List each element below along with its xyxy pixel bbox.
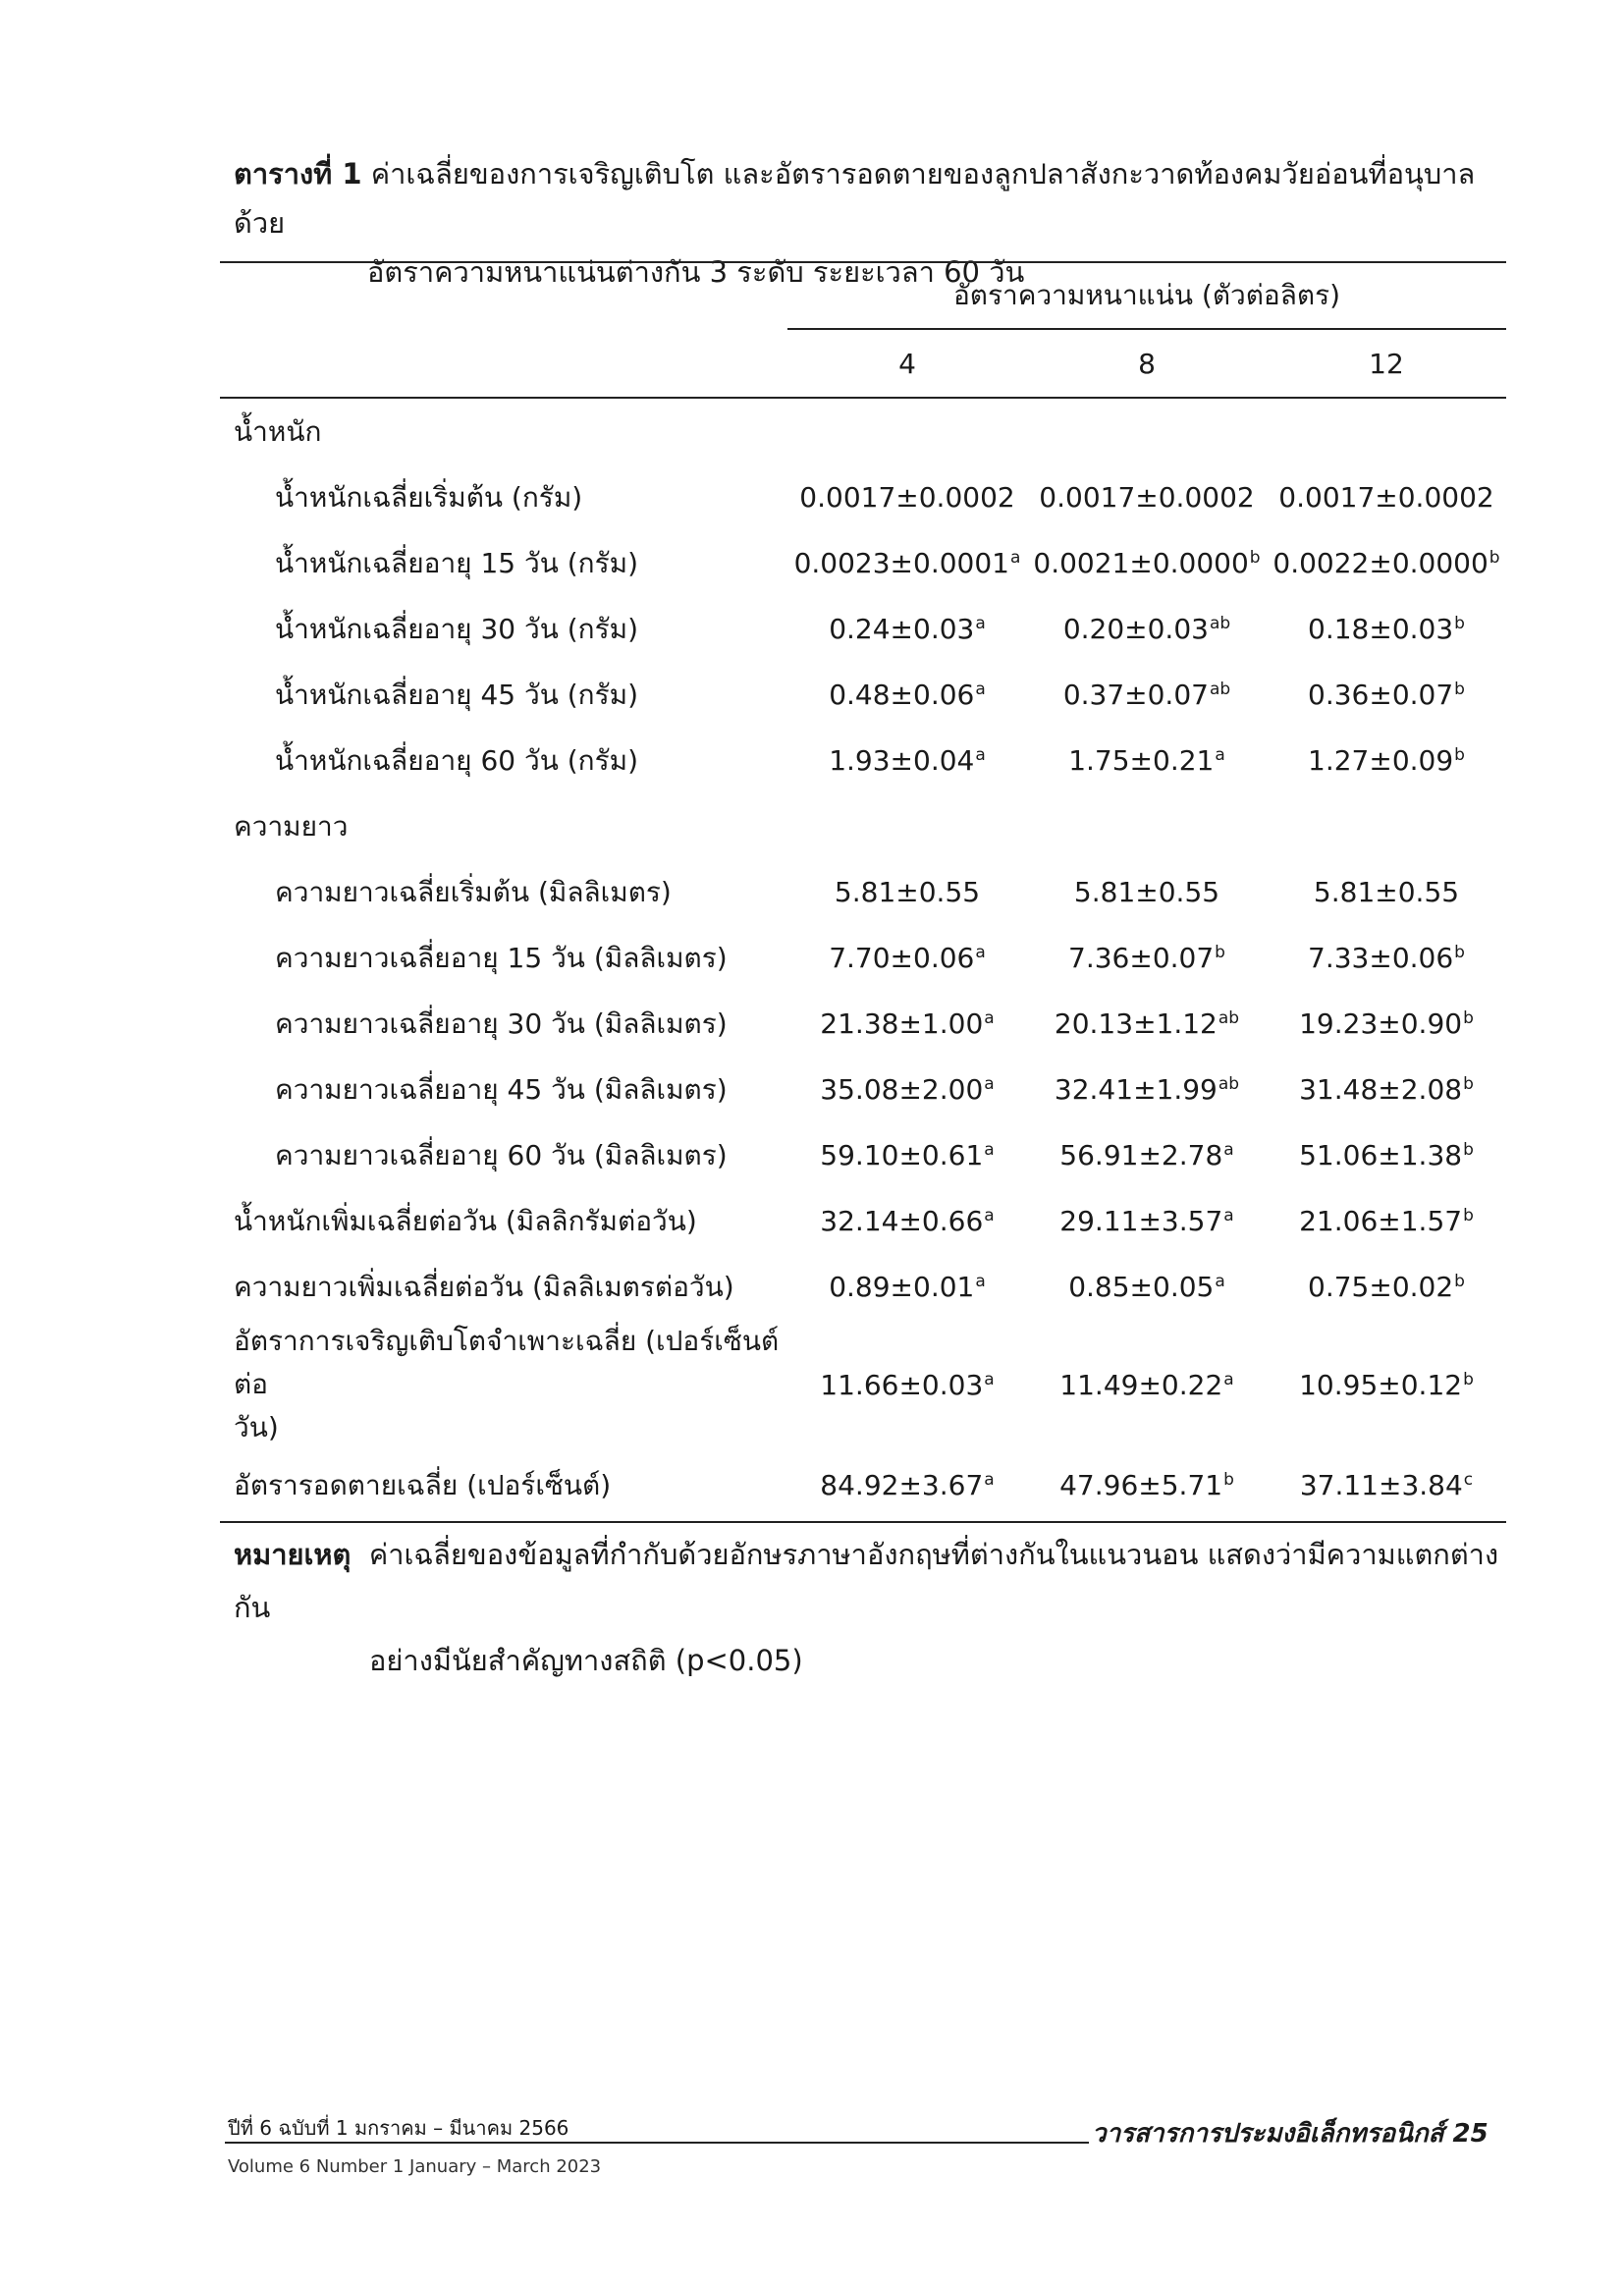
significance-letter: a bbox=[1223, 1140, 1234, 1160]
value-cell bbox=[787, 530, 1027, 596]
significance-letter: b bbox=[1454, 614, 1465, 633]
note-line-1: ค่าเฉลี่ยของข้อมูลที่กำกับด้วยอักษรภาษาอังกฤษที่ต่างกันในแนวนอน แสดงว่ามีความแตกต่างกัน bbox=[234, 1538, 1499, 1624]
row-label: ความยาวเฉลี่ยเริ่มต้น (มิลลิเมตร) bbox=[275, 875, 672, 908]
value-cell bbox=[1267, 991, 1506, 1057]
row-label-line-1: อัตราการเจริญเติบโตจำเพาะเฉลี่ย (เปอร์เซ็นต์ต่อ bbox=[234, 1325, 780, 1400]
caption-label: ตารางที่ 1 bbox=[234, 157, 362, 190]
value-cell bbox=[787, 1188, 1027, 1254]
value-text: 0.0017±0.0002 bbox=[799, 481, 1015, 514]
significance-letter: a bbox=[1223, 1206, 1234, 1225]
value-cell bbox=[1267, 464, 1506, 530]
value-text: 19.23±0.90 bbox=[1299, 1007, 1463, 1040]
section-row-weight bbox=[220, 398, 1506, 464]
value-cell bbox=[1267, 596, 1506, 662]
significance-letter: b bbox=[1223, 1470, 1234, 1490]
value-text: 0.89±0.01 bbox=[829, 1271, 975, 1303]
table-row bbox=[220, 925, 1506, 991]
significance-letter: a bbox=[984, 1369, 995, 1389]
value-cell bbox=[1027, 728, 1267, 793]
significance-letter: b bbox=[1454, 943, 1465, 962]
footer-rule bbox=[225, 2142, 1089, 2144]
value-text: 0.48±0.06 bbox=[829, 679, 975, 711]
value-text: 7.70±0.06 bbox=[829, 942, 975, 974]
value-text: 11.66±0.03 bbox=[820, 1368, 984, 1401]
value-cell bbox=[1027, 464, 1267, 530]
header-empty-cell bbox=[220, 329, 787, 398]
table-row bbox=[220, 530, 1506, 596]
table-row bbox=[220, 1188, 1506, 1254]
value-cell bbox=[787, 1254, 1027, 1320]
value-cell bbox=[787, 859, 1027, 925]
row-label: ความยาวเฉลี่ยอายุ 30 วัน (มิลลิเมตร) bbox=[275, 1007, 728, 1040]
value-cell bbox=[1267, 1057, 1506, 1122]
table-row bbox=[220, 728, 1506, 793]
significance-letter: b bbox=[1454, 680, 1465, 699]
value-text: 56.91±2.78 bbox=[1059, 1139, 1223, 1171]
value-text: 0.24±0.03 bbox=[829, 613, 975, 645]
value-cell bbox=[1027, 925, 1267, 991]
value-text: 51.06±1.38 bbox=[1299, 1139, 1463, 1171]
value-cell bbox=[787, 1057, 1027, 1122]
value-cell bbox=[787, 991, 1027, 1057]
footer-issue-english: Volume 6 Number 1 January – March 2023 bbox=[228, 2156, 602, 2177]
length-rows bbox=[220, 859, 1506, 1188]
value-text: 84.92±3.67 bbox=[820, 1469, 984, 1501]
value-text: 31.48±2.08 bbox=[1299, 1073, 1463, 1106]
value-cell bbox=[787, 925, 1027, 991]
value-text: 5.81±0.55 bbox=[1073, 876, 1220, 908]
section-row-length bbox=[220, 793, 1506, 859]
significance-letter: a bbox=[984, 1140, 995, 1160]
summary-rows bbox=[220, 1188, 1506, 1522]
value-cell bbox=[1027, 991, 1267, 1057]
value-cell bbox=[1267, 530, 1506, 596]
significance-letter: a bbox=[984, 1008, 995, 1028]
significance-letter: b bbox=[1463, 1369, 1474, 1389]
table-row bbox=[220, 859, 1506, 925]
row-label: ความยาวเพิ่มเฉลี่ยต่อวัน (มิลลิเมตรต่อวัน) bbox=[234, 1270, 734, 1303]
significance-letter: ab bbox=[1209, 680, 1231, 699]
significance-letter: b bbox=[1454, 1272, 1465, 1291]
density-group-header: อัตราความหนาแน่น (ตัวต่อลิตร) bbox=[787, 262, 1506, 329]
value-cell bbox=[787, 596, 1027, 662]
value-cell bbox=[1027, 1320, 1267, 1449]
row-label: น้ำหนักเฉลี่ยอายุ 60 วัน (กรัม) bbox=[275, 743, 639, 777]
table-row bbox=[220, 1254, 1506, 1320]
value-cell bbox=[1267, 662, 1506, 728]
footer-issue-thai: ปีที่ 6 ฉบับที่ 1 มกราคม – มีนาคม 2566 bbox=[228, 2116, 569, 2140]
value-text: 0.20±0.03 bbox=[1062, 613, 1209, 645]
value-cell bbox=[1027, 530, 1267, 596]
significance-letter: ab bbox=[1209, 614, 1231, 633]
value-text: 0.0022±0.0000 bbox=[1272, 547, 1489, 579]
value-text: 0.0023±0.0001 bbox=[793, 547, 1009, 579]
table-row bbox=[220, 1122, 1506, 1188]
value-cell bbox=[787, 728, 1027, 793]
significance-letter: b bbox=[1454, 745, 1465, 765]
value-cell bbox=[787, 1122, 1027, 1188]
weight-rows bbox=[220, 464, 1506, 793]
row-label: น้ำหนักเฉลี่ยเริ่มต้น (กรัม) bbox=[275, 480, 583, 514]
significance-letter: a bbox=[1215, 745, 1225, 765]
row-label bbox=[220, 1320, 787, 1449]
value-cell bbox=[787, 1320, 1027, 1449]
value-text: 0.18±0.03 bbox=[1308, 613, 1454, 645]
value-text: 5.81±0.55 bbox=[1313, 876, 1460, 908]
significance-letter: b bbox=[1463, 1206, 1474, 1225]
row-label: ความยาวเฉลี่ยอายุ 45 วัน (มิลลิเมตร) bbox=[275, 1072, 728, 1106]
value-text: 0.36±0.07 bbox=[1308, 679, 1454, 711]
value-text: 35.08±2.00 bbox=[820, 1073, 984, 1106]
value-text: 10.95±0.12 bbox=[1299, 1368, 1463, 1401]
value-text: 0.0017±0.0002 bbox=[1278, 481, 1494, 514]
value-cell bbox=[1267, 1449, 1506, 1522]
table-row bbox=[220, 662, 1506, 728]
value-text: 21.38±1.00 bbox=[820, 1007, 984, 1040]
row-label: น้ำหนักเพิ่มเฉลี่ยต่อวัน (มิลลิกรัมต่อวัน) bbox=[234, 1204, 697, 1237]
table-row bbox=[220, 596, 1506, 662]
value-text: 0.0021±0.0000 bbox=[1033, 547, 1249, 579]
value-cell bbox=[1027, 1122, 1267, 1188]
value-text: 7.33±0.06 bbox=[1308, 942, 1454, 974]
footer-journal-title: วารสารการประมงอิเล็กทรอนิกส์ 25 bbox=[1092, 2119, 1489, 2149]
significance-letter: a bbox=[975, 943, 986, 962]
significance-letter: a bbox=[975, 745, 986, 765]
value-cell bbox=[1267, 1122, 1506, 1188]
value-cell bbox=[787, 662, 1027, 728]
column-header-4: 4 bbox=[787, 329, 1027, 398]
value-cell bbox=[1267, 728, 1506, 793]
significance-letter: a bbox=[975, 1272, 986, 1291]
row-label: น้ำหนักเฉลี่ยอายุ 30 วัน (กรัม) bbox=[275, 612, 639, 645]
value-text: 1.27±0.09 bbox=[1308, 744, 1454, 777]
value-cell bbox=[787, 1449, 1027, 1522]
caption-line-1: ค่าเฉลี่ยของการเจริญเติบโต และอัตรารอดตายของลูกปลาสังกะวาดท้องคมวัยอ่อนที่อนุบาลด้วย bbox=[234, 157, 1476, 240]
significance-letter: b bbox=[1489, 548, 1500, 568]
significance-letter: ab bbox=[1218, 1074, 1240, 1094]
value-cell bbox=[1027, 859, 1267, 925]
value-cell bbox=[1027, 1057, 1267, 1122]
value-text: 0.85±0.05 bbox=[1068, 1271, 1215, 1303]
value-text: 21.06±1.57 bbox=[1299, 1205, 1463, 1237]
value-text: 1.75±0.21 bbox=[1068, 744, 1215, 777]
table-row bbox=[220, 1057, 1506, 1122]
significance-letter: a bbox=[984, 1074, 995, 1094]
value-text: 7.36±0.07 bbox=[1068, 942, 1215, 974]
row-label: อัตรารอดตายเฉลี่ย (เปอร์เซ็นต์) bbox=[220, 1449, 787, 1522]
note-line-2: อย่างมีนัยสำคัญทางสถิติ (p<0.05) bbox=[369, 1644, 803, 1677]
significance-letter: a bbox=[984, 1206, 995, 1225]
value-cell bbox=[1027, 596, 1267, 662]
value-text: 1.93±0.04 bbox=[829, 744, 975, 777]
value-cell bbox=[1267, 1320, 1506, 1449]
significance-letter: b bbox=[1215, 943, 1225, 962]
value-text: 5.81±0.55 bbox=[834, 876, 981, 908]
table-row bbox=[220, 464, 1506, 530]
value-text: 32.14±0.66 bbox=[820, 1205, 984, 1237]
value-text: 0.0017±0.0002 bbox=[1039, 481, 1255, 514]
value-text: 32.41±1.99 bbox=[1054, 1073, 1218, 1106]
value-cell bbox=[1027, 1449, 1267, 1522]
header-row-columns bbox=[220, 329, 1506, 398]
value-cell bbox=[1267, 925, 1506, 991]
column-header-8: 8 bbox=[1027, 329, 1267, 398]
significance-letter: b bbox=[1463, 1074, 1474, 1094]
row-label: ความยาวเฉลี่ยอายุ 15 วัน (มิลลิเมตร) bbox=[275, 941, 728, 974]
header-empty-cell bbox=[220, 262, 787, 329]
value-text: 47.96±5.71 bbox=[1059, 1469, 1223, 1501]
significance-letter: ab bbox=[1218, 1008, 1240, 1028]
significance-letter: b bbox=[1249, 548, 1261, 568]
value-text: 37.11±3.84 bbox=[1299, 1469, 1463, 1501]
header-row-group bbox=[220, 262, 1506, 329]
column-header-12: 12 bbox=[1267, 329, 1506, 398]
row-label: ความยาวเฉลี่ยอายุ 60 วัน (มิลลิเมตร) bbox=[275, 1138, 728, 1171]
significance-letter: a bbox=[984, 1470, 995, 1490]
caption-line-2: อัตราความหนาแน่นต่างกัน 3 ระดับ ระยะเวลา 60 วัน bbox=[367, 255, 1025, 289]
value-cell bbox=[787, 464, 1027, 530]
significance-letter: a bbox=[1009, 548, 1021, 568]
value-text: 0.75±0.02 bbox=[1308, 1271, 1454, 1303]
significance-letter: a bbox=[975, 614, 986, 633]
value-cell bbox=[1027, 1188, 1267, 1254]
note-label: หมายเหตุ bbox=[234, 1538, 352, 1571]
growth-table bbox=[220, 261, 1506, 1523]
significance-letter: b bbox=[1463, 1140, 1474, 1160]
section-label-weight: น้ำหนัก bbox=[234, 414, 322, 448]
value-text: 0.37±0.07 bbox=[1062, 679, 1209, 711]
value-cell bbox=[1027, 1254, 1267, 1320]
value-cell bbox=[1267, 859, 1506, 925]
value-text: 11.49±0.22 bbox=[1059, 1368, 1223, 1401]
significance-letter: a bbox=[975, 680, 986, 699]
significance-letter: a bbox=[1223, 1369, 1234, 1389]
row-label: น้ำหนักเฉลี่ยอายุ 45 วัน (กรัม) bbox=[275, 678, 639, 711]
value-text: 29.11±3.57 bbox=[1059, 1205, 1223, 1237]
value-cell bbox=[1267, 1188, 1506, 1254]
table-row bbox=[220, 1320, 1506, 1449]
section-label-length: ความยาว bbox=[234, 809, 349, 843]
value-cell bbox=[1267, 1254, 1506, 1320]
row-label: น้ำหนักเฉลี่ยอายุ 15 วัน (กรัม) bbox=[275, 546, 639, 579]
value-cell bbox=[1027, 662, 1267, 728]
significance-letter: a bbox=[1215, 1272, 1225, 1291]
row-label-line-2: วัน) bbox=[234, 1411, 279, 1443]
table-row bbox=[220, 991, 1506, 1057]
table-note bbox=[234, 1528, 1510, 1687]
table-row bbox=[220, 1449, 1506, 1522]
value-text: 20.13±1.12 bbox=[1054, 1007, 1218, 1040]
significance-letter: c bbox=[1463, 1470, 1474, 1490]
value-text: 59.10±0.61 bbox=[820, 1139, 984, 1171]
significance-letter: b bbox=[1463, 1008, 1474, 1028]
